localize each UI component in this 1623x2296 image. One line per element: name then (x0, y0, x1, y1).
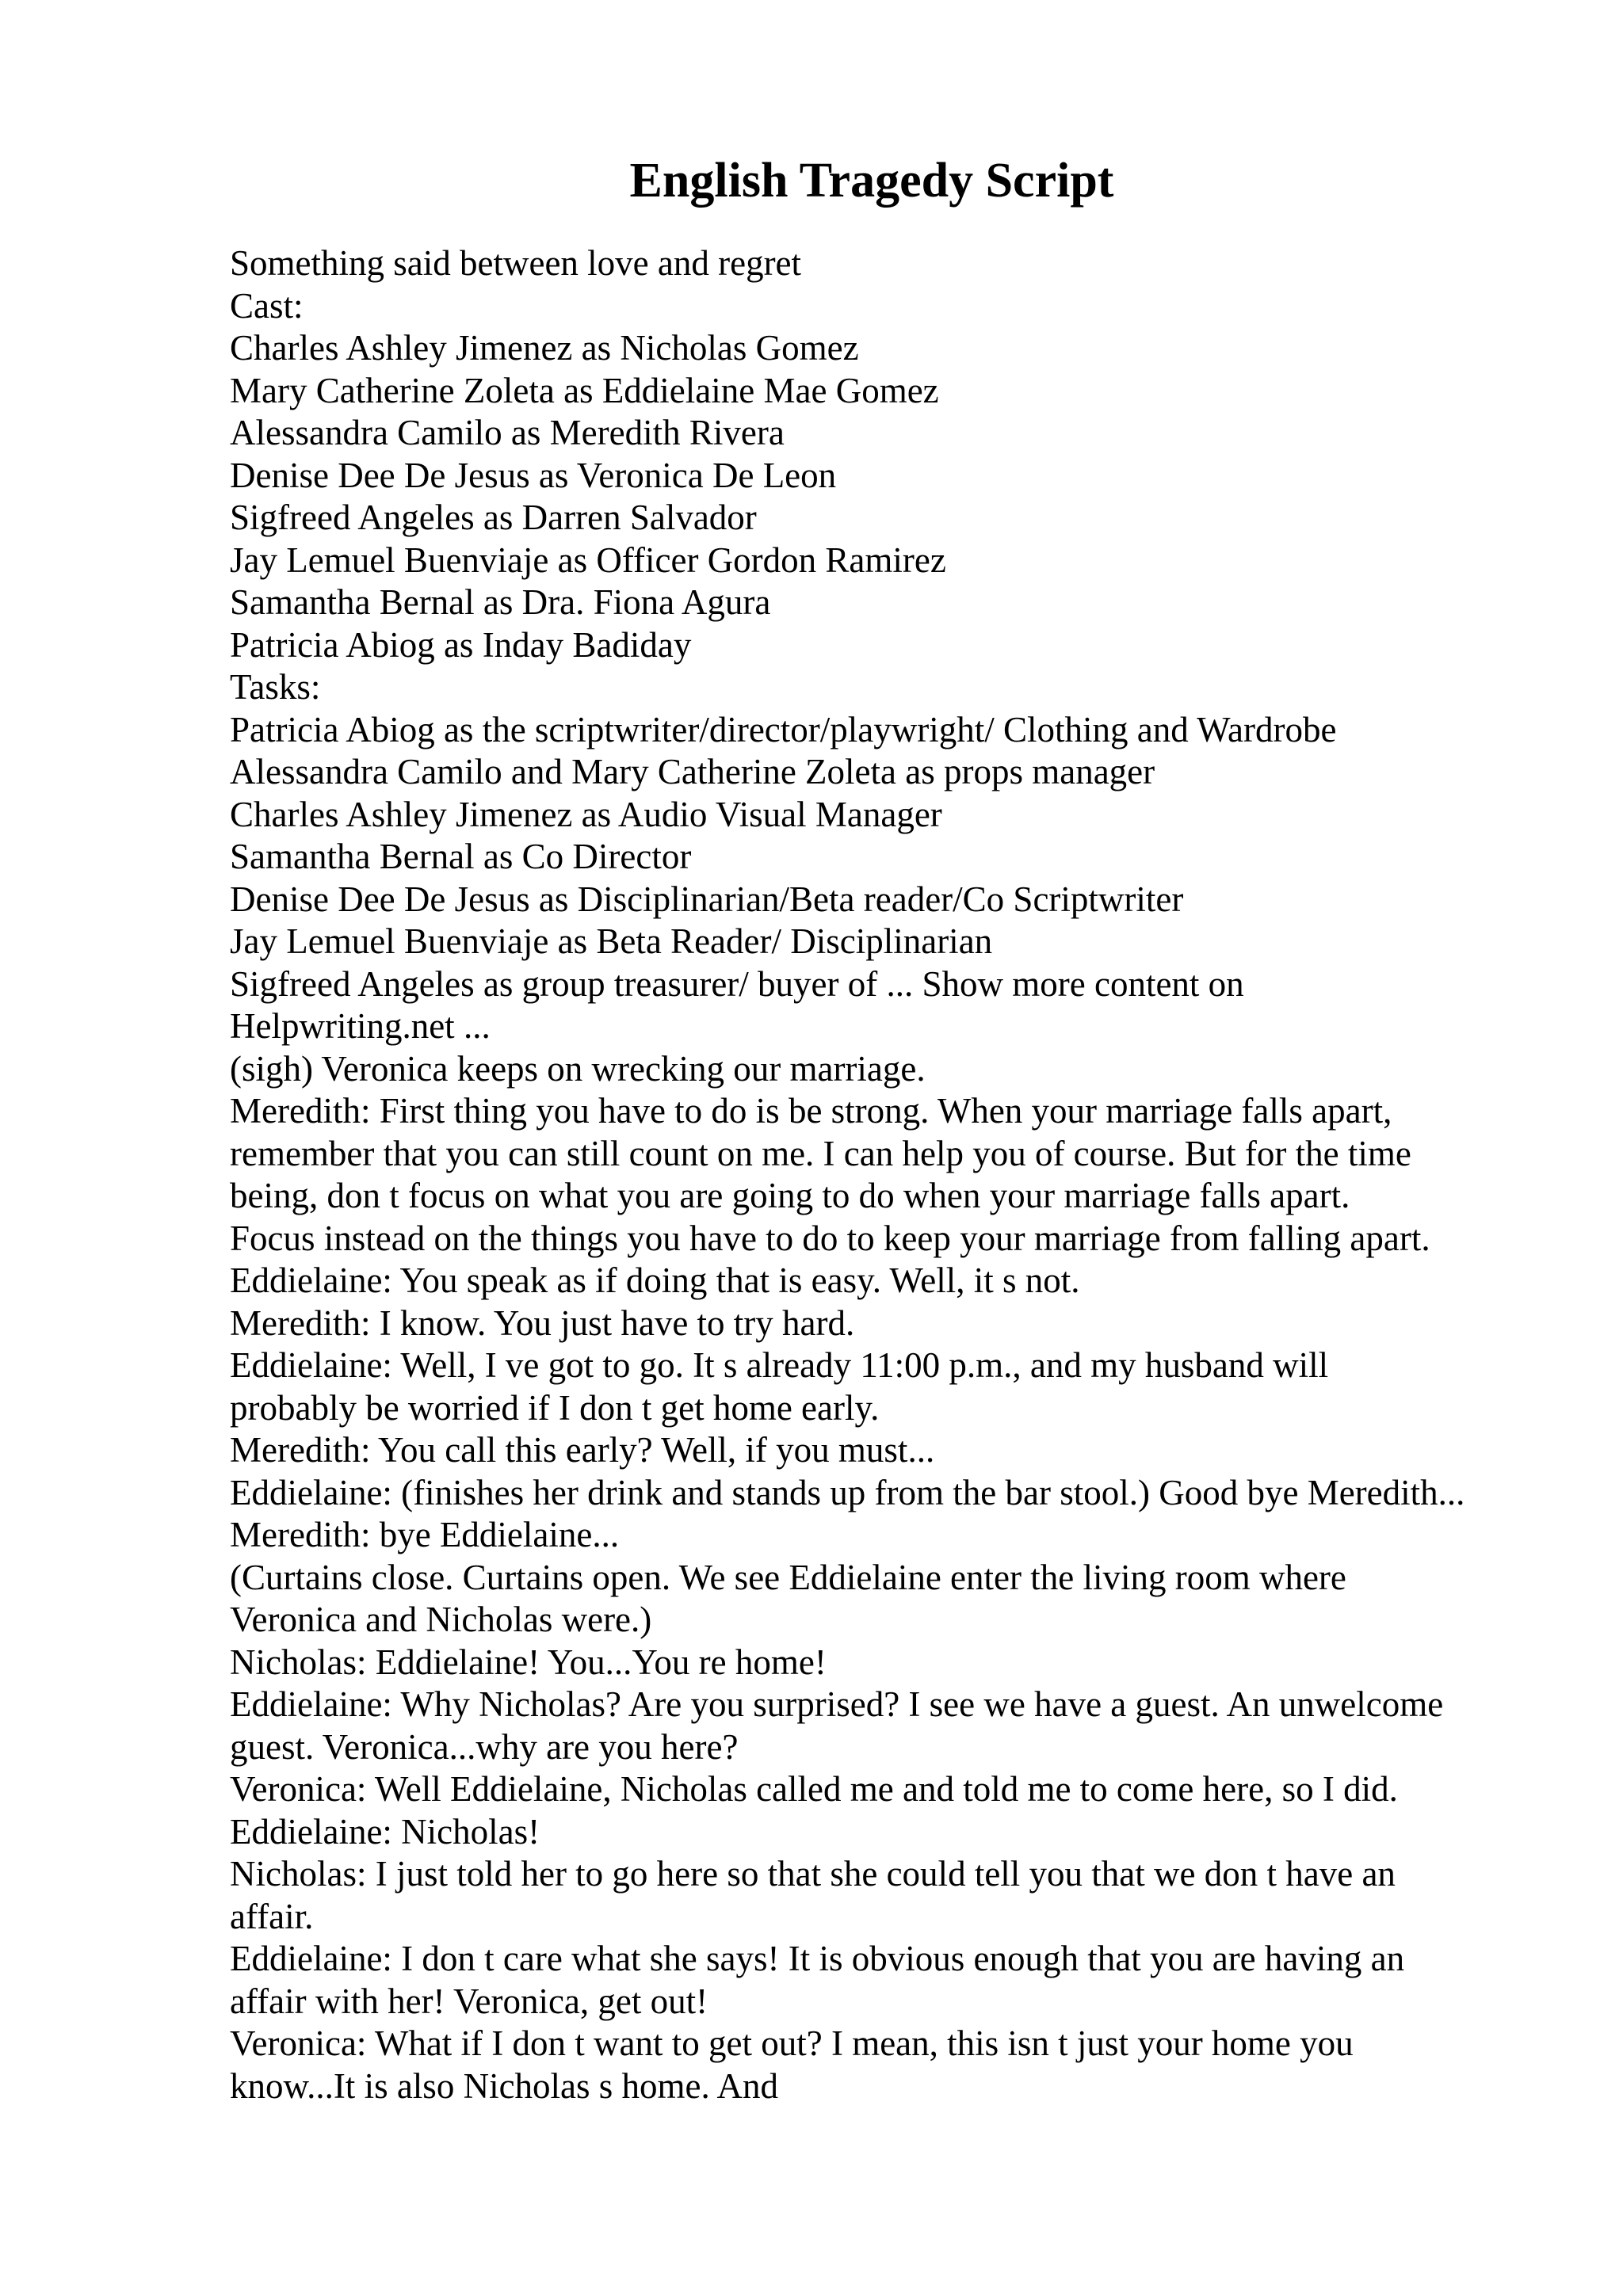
script-line: Alessandra Camilo and Mary Catherine Zoleta as props manager (230, 752, 1155, 791)
script-body (230, 242, 1577, 2107)
script-line: guest. Veronica...why are you here? (230, 1726, 739, 1767)
script-line: Denise Dee De Jesus as Disciplinarian/Beta reader/Co Scriptwriter (230, 879, 1184, 919)
script-line: affair with her! Veronica, get out! (230, 1981, 708, 2021)
script-line: Meredith: I know. You just have to try hard. (230, 1302, 855, 1343)
script-line: Samantha Bernal as Co Director (230, 837, 692, 876)
script-line: Eddielaine: Why Nicholas? Are you surprised? I see we have a guest. An unwelcome (230, 1684, 1444, 1724)
script-line: Charles Ashley Jimenez as Nicholas Gomez (230, 328, 859, 368)
script-line: Meredith: bye Eddielaine... (230, 1515, 620, 1554)
script-line: (sigh) Veronica keeps on wrecking our marriage. (230, 1048, 926, 1089)
script-line: being, don t focus on what you are going to do when your marriage falls apart. (230, 1176, 1350, 1215)
script-line: Patricia Abiog as the scriptwriter/director/playwright/ Clothing and Wardrobe (230, 709, 1337, 749)
script-line: Alessandra Camilo as Meredith Rivera (230, 413, 785, 452)
script-line: (Curtains close. Curtains open. We see Eddielaine enter the living room where (230, 1557, 1346, 1597)
script-line: probably be worried if I don t get home early. (230, 1387, 880, 1428)
script-line: Eddielaine: (finishes her drink and stands up from the bar stool.) Good bye Meredith... (230, 1472, 1465, 1512)
script-line: Meredith: You call this early? Well, if you must... (230, 1430, 935, 1470)
script-line: Jay Lemuel Buenviaje as Beta Reader/ Disciplinarian (230, 921, 993, 961)
script-line: Eddielaine: You speak as if doing that is easy. Well, it s not. (230, 1261, 1080, 1300)
script-line: affair. (230, 1896, 314, 1936)
script-line: Samantha Bernal as Dra. Fiona Agura (230, 582, 771, 622)
script-line: Sigfreed Angeles as group treasurer/ buyer of ... Show more content on (230, 963, 1244, 1004)
script-line: Helpwriting.net ... (230, 1006, 491, 1046)
script-line: Tasks: (230, 667, 321, 707)
script-line: Eddielaine: Nicholas! (230, 1811, 540, 1852)
script-line: Sigfreed Angeles as Darren Salvador (230, 498, 757, 537)
script-line: remember that you can still count on me. I can help you of course. But for the time (230, 1133, 1411, 1173)
script-line: know...It is also Nicholas s home. And (230, 2065, 779, 2106)
script-line: Denise Dee De Jesus as Veronica De Leon (230, 455, 837, 495)
script-line: Veronica: Well Eddielaine, Nicholas called me and told me to come here, so I did. (230, 1769, 1398, 1809)
script-line: Meredith: First thing you have to do is be strong. When your marriage falls apart, (230, 1091, 1392, 1131)
script-line: Eddielaine: I don t care what she says! It is obvious enough that you are having an (230, 1939, 1405, 1978)
script-line: Jay Lemuel Buenviaje as Officer Gordon Ramirez (230, 540, 946, 580)
script-line: Veronica: What if I don t want to get out? I mean, this isn t just your home you (230, 2023, 1354, 2063)
script-line: Patricia Abiog as Inday Badiday (230, 624, 692, 665)
script-line: Cast: (230, 285, 304, 326)
script-line: Eddielaine: Well, I ve got to go. It s already 11:00 p.m., and my husband will (230, 1345, 1329, 1385)
script-line: Nicholas: Eddielaine! You...You re home! (230, 1642, 827, 1682)
script-line: Veronica and Nicholas were.) (230, 1600, 652, 1639)
script-line: Charles Ashley Jimenez as Audio Visual Manager (230, 794, 942, 834)
script-line: Focus instead on the things you have to do to keep your marriage from falling apart. (230, 1218, 1430, 1258)
page-title: English Tragedy Script (629, 154, 1114, 208)
script-line: Mary Catherine Zoleta as Eddielaine Mae Gomez (230, 370, 939, 410)
script-line: Something said between love and regret (230, 243, 802, 283)
script-line: Nicholas: I just told her to go here so that she could tell you that we don t have an (230, 1854, 1396, 1894)
